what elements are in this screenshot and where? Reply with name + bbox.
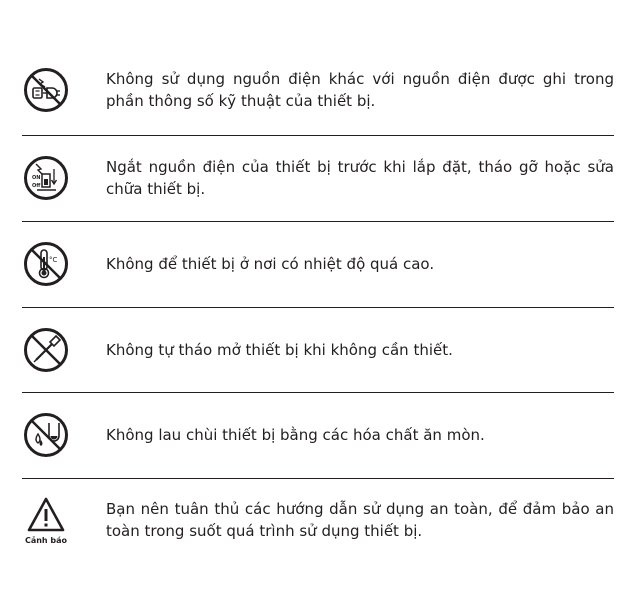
power-source-prohibited-icon [22, 66, 70, 114]
no-high-temperature-icon [22, 240, 70, 288]
safety-text: Không lau chùi thiết bị bằng các hóa chất ăn mòn. [106, 426, 485, 444]
no-screwdriver-icon [22, 326, 70, 374]
safety-text: Không tự tháo mở thiết bị khi không cần thiết. [106, 341, 453, 359]
safety-item-power-source [22, 66, 614, 114]
switch-off-label: Off [32, 183, 41, 189]
safety-item-disassembly [22, 326, 614, 374]
divider [22, 221, 614, 222]
power-off-before-service-icon [22, 154, 70, 202]
safety-text: Ngắt nguồn điện của thiết bị trước khi lắp đặt, tháo gỡ hoặc sửa chữa thiết bị. [106, 158, 614, 198]
celsius-label: °C [49, 256, 58, 264]
safety-text: Không sử dụng nguồn điện khác với nguồn điện được ghi trong phần thông số kỹ thuật của thiết bị. [106, 70, 614, 110]
no-corrosive-chemicals-icon [22, 411, 70, 459]
safety-item-power-off [22, 154, 614, 202]
warning-triangle-icon [22, 490, 70, 550]
safety-item-temperature [22, 240, 614, 288]
warning-caption: Cảnh báo [24, 535, 68, 545]
divider [22, 478, 614, 479]
divider [22, 392, 614, 393]
safety-text: Bạn nên tuân thủ các hướng dẫn sử dụng an toàn, để đảm bảo an toàn trong suốt quá trình sử dụng thiết bị. [106, 500, 614, 540]
divider [22, 135, 614, 136]
safety-item-warning [22, 490, 614, 550]
safety-item-chemicals [22, 411, 614, 459]
safety-text: Không để thiết bị ở nơi có nhiệt độ quá cao. [106, 255, 435, 273]
divider [22, 307, 614, 308]
switch-on-label: ON [32, 175, 41, 181]
